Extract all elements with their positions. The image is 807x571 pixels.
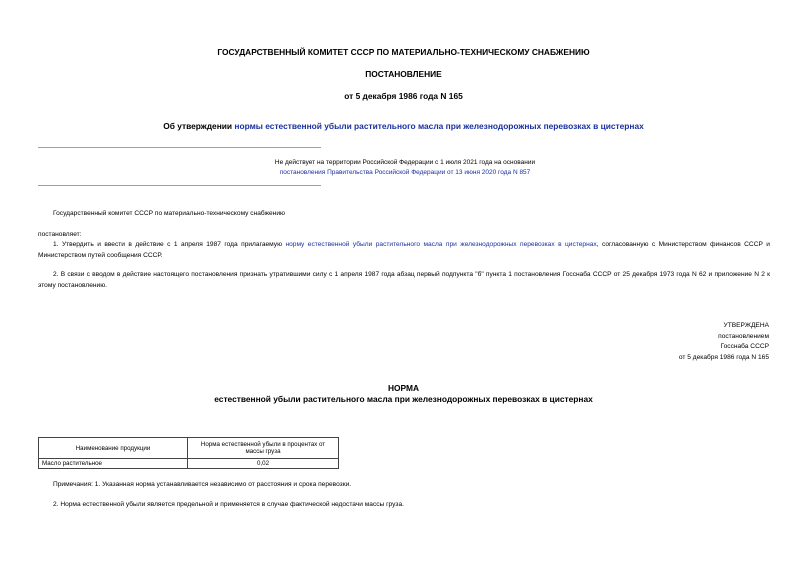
doc-date: от 5 декабря 1986 года N 165	[344, 91, 463, 101]
p1-text-start: 1. Утвердить и ввести в действие с 1 апреля 1987 года прилагаемую	[53, 241, 286, 248]
p1-text-end: , согласованную с Министерством финансов СССР и Министерством путей сообщения СССР.	[38, 241, 770, 259]
status-link[interactable]: постановления Правительства Российской Федерации от 13 июня 2020 года N 857	[279, 169, 531, 176]
approval-block	[679, 321, 769, 363]
approval-l3: Госснаба СССР	[720, 343, 769, 350]
table-header-product: Наименование продукции	[39, 438, 188, 459]
divider-bottom	[38, 185, 321, 186]
status-note	[240, 158, 570, 178]
divider-top	[38, 147, 321, 148]
intro-text: Государственный комитет СССР по материально-техническому снабжению	[53, 210, 285, 217]
note-1: Примечания: 1. Указанная норма устанавливается независимо от расстояния и срока перевозки.	[53, 481, 352, 488]
title-link[interactable]: нормы естественной убыли растительного масла при железнодорожных перевозках в цистернах	[234, 121, 644, 131]
status-line: Не действует на территории Российской Федерации с 1 июля 2021 года на основании	[274, 159, 536, 166]
norm-title: НОРМА	[387, 383, 420, 393]
decides-text: постановляет:	[38, 231, 82, 238]
paragraph-1	[38, 239, 770, 261]
org-name: ГОСУДАРСТВЕННЫЙ КОМИТЕТ СССР ПО МАТЕРИАЛЬНО-ТЕХНИЧЕСКОМУ СНАБЖЕНИЮ	[217, 47, 590, 57]
doc-type: ПОСТАНОВЛЕНИЕ	[365, 69, 442, 79]
approval-l4: от 5 декабря 1986 года N 165	[678, 353, 769, 361]
title-prefix: Об утверждении	[163, 121, 235, 131]
table-header-row	[39, 438, 339, 459]
note-2: 2. Норма естественной убыли является предельной и применяется в случае фактической недостачи массы груза.	[53, 501, 404, 508]
paragraph-2: 2. В связи с вводом в действие настоящего постановления признать утратившими силу с 1 апреля 1987 года абзац первый подпункта "б" пункта 1 постановления Госснаба СССР от 25 декабря 1973 года N 62 и приложение N 2 к этому постановлению.	[38, 271, 770, 289]
approval-l1: УТВЕРЖДЕНА	[723, 322, 769, 329]
approval-l2: постановлением	[718, 332, 769, 340]
norm-table	[38, 437, 339, 469]
p1-link[interactable]: норму естественной убыли растительного масла при железнодорожных перевозках в цистернах	[285, 241, 597, 248]
table-row	[39, 459, 339, 469]
doc-title	[0, 121, 807, 131]
table-header-norm: Норма естественной убыли в процентах от массы груза	[188, 438, 339, 459]
table-cell-product: Масло растительное	[39, 459, 188, 469]
norm-subtitle: естественной убыли растительного масла при железнодорожных перевозках в цистернах	[214, 394, 593, 404]
table-cell-value: 0,02	[188, 459, 339, 469]
